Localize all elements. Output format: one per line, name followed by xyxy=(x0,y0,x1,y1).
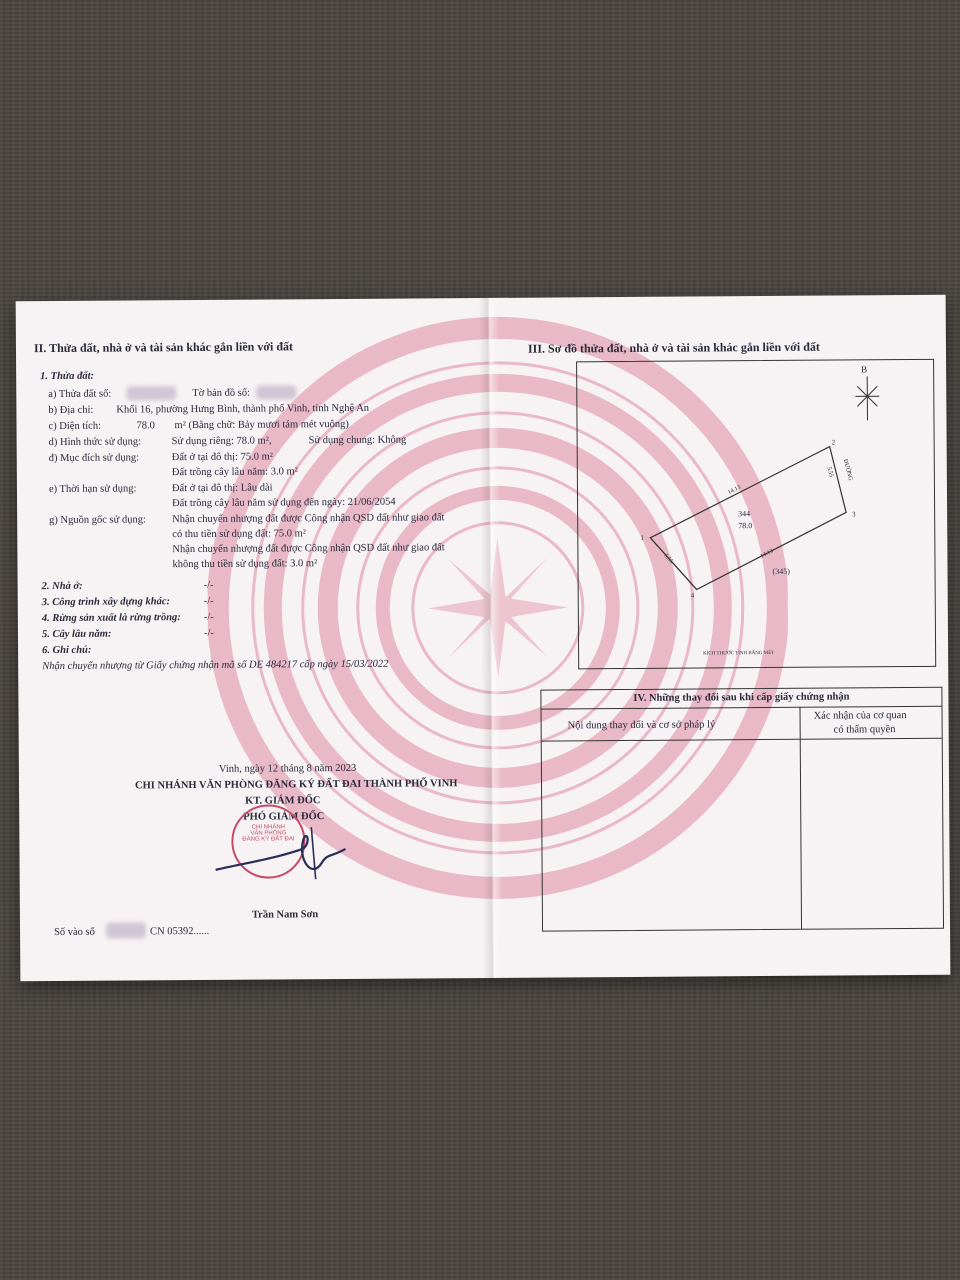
issuing-office: CHI NHÁNH VĂN PHÒNG ĐĂNG KÝ ĐẤT ĐAI THÀNH PHỐ VINH xyxy=(134,778,458,792)
parcel-no-label: a) Thửa đất số: xyxy=(48,388,112,401)
certificate-sheet xyxy=(16,295,951,981)
dimension-bottom: 14.13 xyxy=(759,548,775,560)
sign-date: Vinh, ngày 12 tháng 8 năm 2023 xyxy=(218,762,357,775)
address-value: Khối 16, phường Hưng Bình, thành phố Vinh, tỉnh Nghệ An xyxy=(116,402,370,416)
purpose-value-1: Đất ở tại đô thị: 75.0 m² xyxy=(171,451,273,464)
forest-value: -/- xyxy=(203,611,214,623)
section-iii-title: III. Sơ đồ thửa đất, nhà ở và tài sản khác gắn liền với đất xyxy=(527,339,820,356)
purpose-label: đ) Mục đích sử dụng: xyxy=(48,452,140,465)
land-heading: 1. Thửa đất: xyxy=(40,370,95,383)
other-works-heading: 3. Công trình xây dựng khác: xyxy=(41,596,171,609)
parcel-number: 344 xyxy=(738,509,751,519)
changes-col1-header: Nội dung thay đổi và cơ sở pháp lý xyxy=(567,719,716,732)
dimension-left: 5.55 xyxy=(662,553,674,565)
corner-3: 3 xyxy=(852,510,856,519)
origin-value-2: có thu tiền sử dụng đất: 75.0 m² xyxy=(172,528,306,541)
section-ii-title: II. Thửa đất, nhà ở và tài sản khác gắn liền với đất xyxy=(33,339,294,356)
corner-4: 4 xyxy=(690,591,695,600)
other-works-value: -/- xyxy=(203,595,214,607)
origin-value-4: không thu tiền sử dụng đất: 3.0 m² xyxy=(172,558,318,571)
forest-heading: 4. Rừng sản xuất là rừng trồng: xyxy=(41,612,181,625)
neighbor-parcel: (345) xyxy=(772,566,790,576)
usage-shared-value: Sử dụng chung: Không xyxy=(308,434,407,447)
term-label: e) Thời hạn sử dụng: xyxy=(48,483,137,496)
perennial-heading: 5. Cây lâu năm: xyxy=(41,628,112,641)
dimension-right: 5.55 xyxy=(825,466,834,478)
kt-director: KT. GIÁM ĐỐC xyxy=(245,795,321,807)
register-label: Số vào sổ xyxy=(54,926,95,939)
redacted-register xyxy=(106,922,146,938)
road-label: ĐƯỜNG xyxy=(841,458,854,482)
scale-note: KÍCH THƯỚC TÍNH BẰNG MÉT xyxy=(703,650,775,657)
register-value: CN 05392...... xyxy=(150,925,210,938)
seal-line-3: ĐĂNG KÝ ĐẤT ĐAI xyxy=(242,836,295,843)
signer-name: Trần Nam Sơn xyxy=(251,909,319,921)
seal-line-2: VĂN PHÒNG xyxy=(250,830,287,837)
changes-table xyxy=(540,687,944,932)
changes-col2-header-2: có thẩm quyền xyxy=(833,724,896,736)
origin-label: g) Nguồn gốc sử dụng: xyxy=(49,514,146,527)
redacted-map-no xyxy=(256,385,296,399)
signature-image xyxy=(211,819,351,890)
area-value: 78.0 xyxy=(136,420,155,432)
term-value-2: Đất trồng cây lâu năm sử dụng đến ngày: 21/06/2054 xyxy=(172,496,396,510)
map-sheet-label: Tờ bản đồ số: xyxy=(192,387,251,400)
term-value-1: Đất ở tại đô thị: Lâu dài xyxy=(171,482,273,495)
parcel-diagram xyxy=(576,359,936,669)
changes-col2-header-1: Xác nhận của cơ quan xyxy=(813,710,907,722)
corner-2: 2 xyxy=(831,438,836,447)
house-heading: 2. Nhà ở: xyxy=(41,580,83,593)
redacted-parcel-no xyxy=(126,386,176,400)
dimension-top: 14.13 xyxy=(727,484,742,496)
origin-value-3: Nhận chuyển nhượng đất được Công nhận QSD đất như giao đất xyxy=(172,542,445,556)
notes-heading: 6. Ghi chú: xyxy=(42,644,92,657)
usage-form-label: d) Hình thức sử dụng: xyxy=(48,436,142,449)
seal-line-1: CHI NHÁNH xyxy=(251,824,286,831)
purpose-value-2: Đất trồng cây lâu năm: 3.0 m² xyxy=(171,466,298,479)
parcel-plan-image xyxy=(577,360,935,668)
changes-title: IV. Những thay đổi sau khi cấp giấy chứng nhận xyxy=(541,688,941,710)
changes-column-content xyxy=(541,707,802,931)
deputy-director: PHÓ GIÁM ĐỐC xyxy=(243,811,325,823)
perennial-value: -/- xyxy=(203,627,214,639)
area-label: c) Diện tích: xyxy=(48,420,102,433)
usage-form-value: Sử dụng riêng: 78.0 m², xyxy=(171,435,272,448)
parcel-area: 78.0 xyxy=(738,521,753,531)
corner-1: 1 xyxy=(640,533,644,542)
address-label: b) Địa chỉ: xyxy=(48,404,94,417)
house-value: -/- xyxy=(203,579,214,591)
notes-value: Nhận chuyển nhượng từ Giấy chứng nhận mã số DE 484217 cấp ngày 15/03/2022 xyxy=(42,658,389,673)
origin-value-1: Nhận chuyển nhượng đất được Công nhận QSD đất như giao đất xyxy=(172,512,445,526)
area-words: m² (Bằng chữ: Bảy mươi tám mét vuông) xyxy=(174,418,349,432)
north-arrow-label: B xyxy=(861,364,868,375)
